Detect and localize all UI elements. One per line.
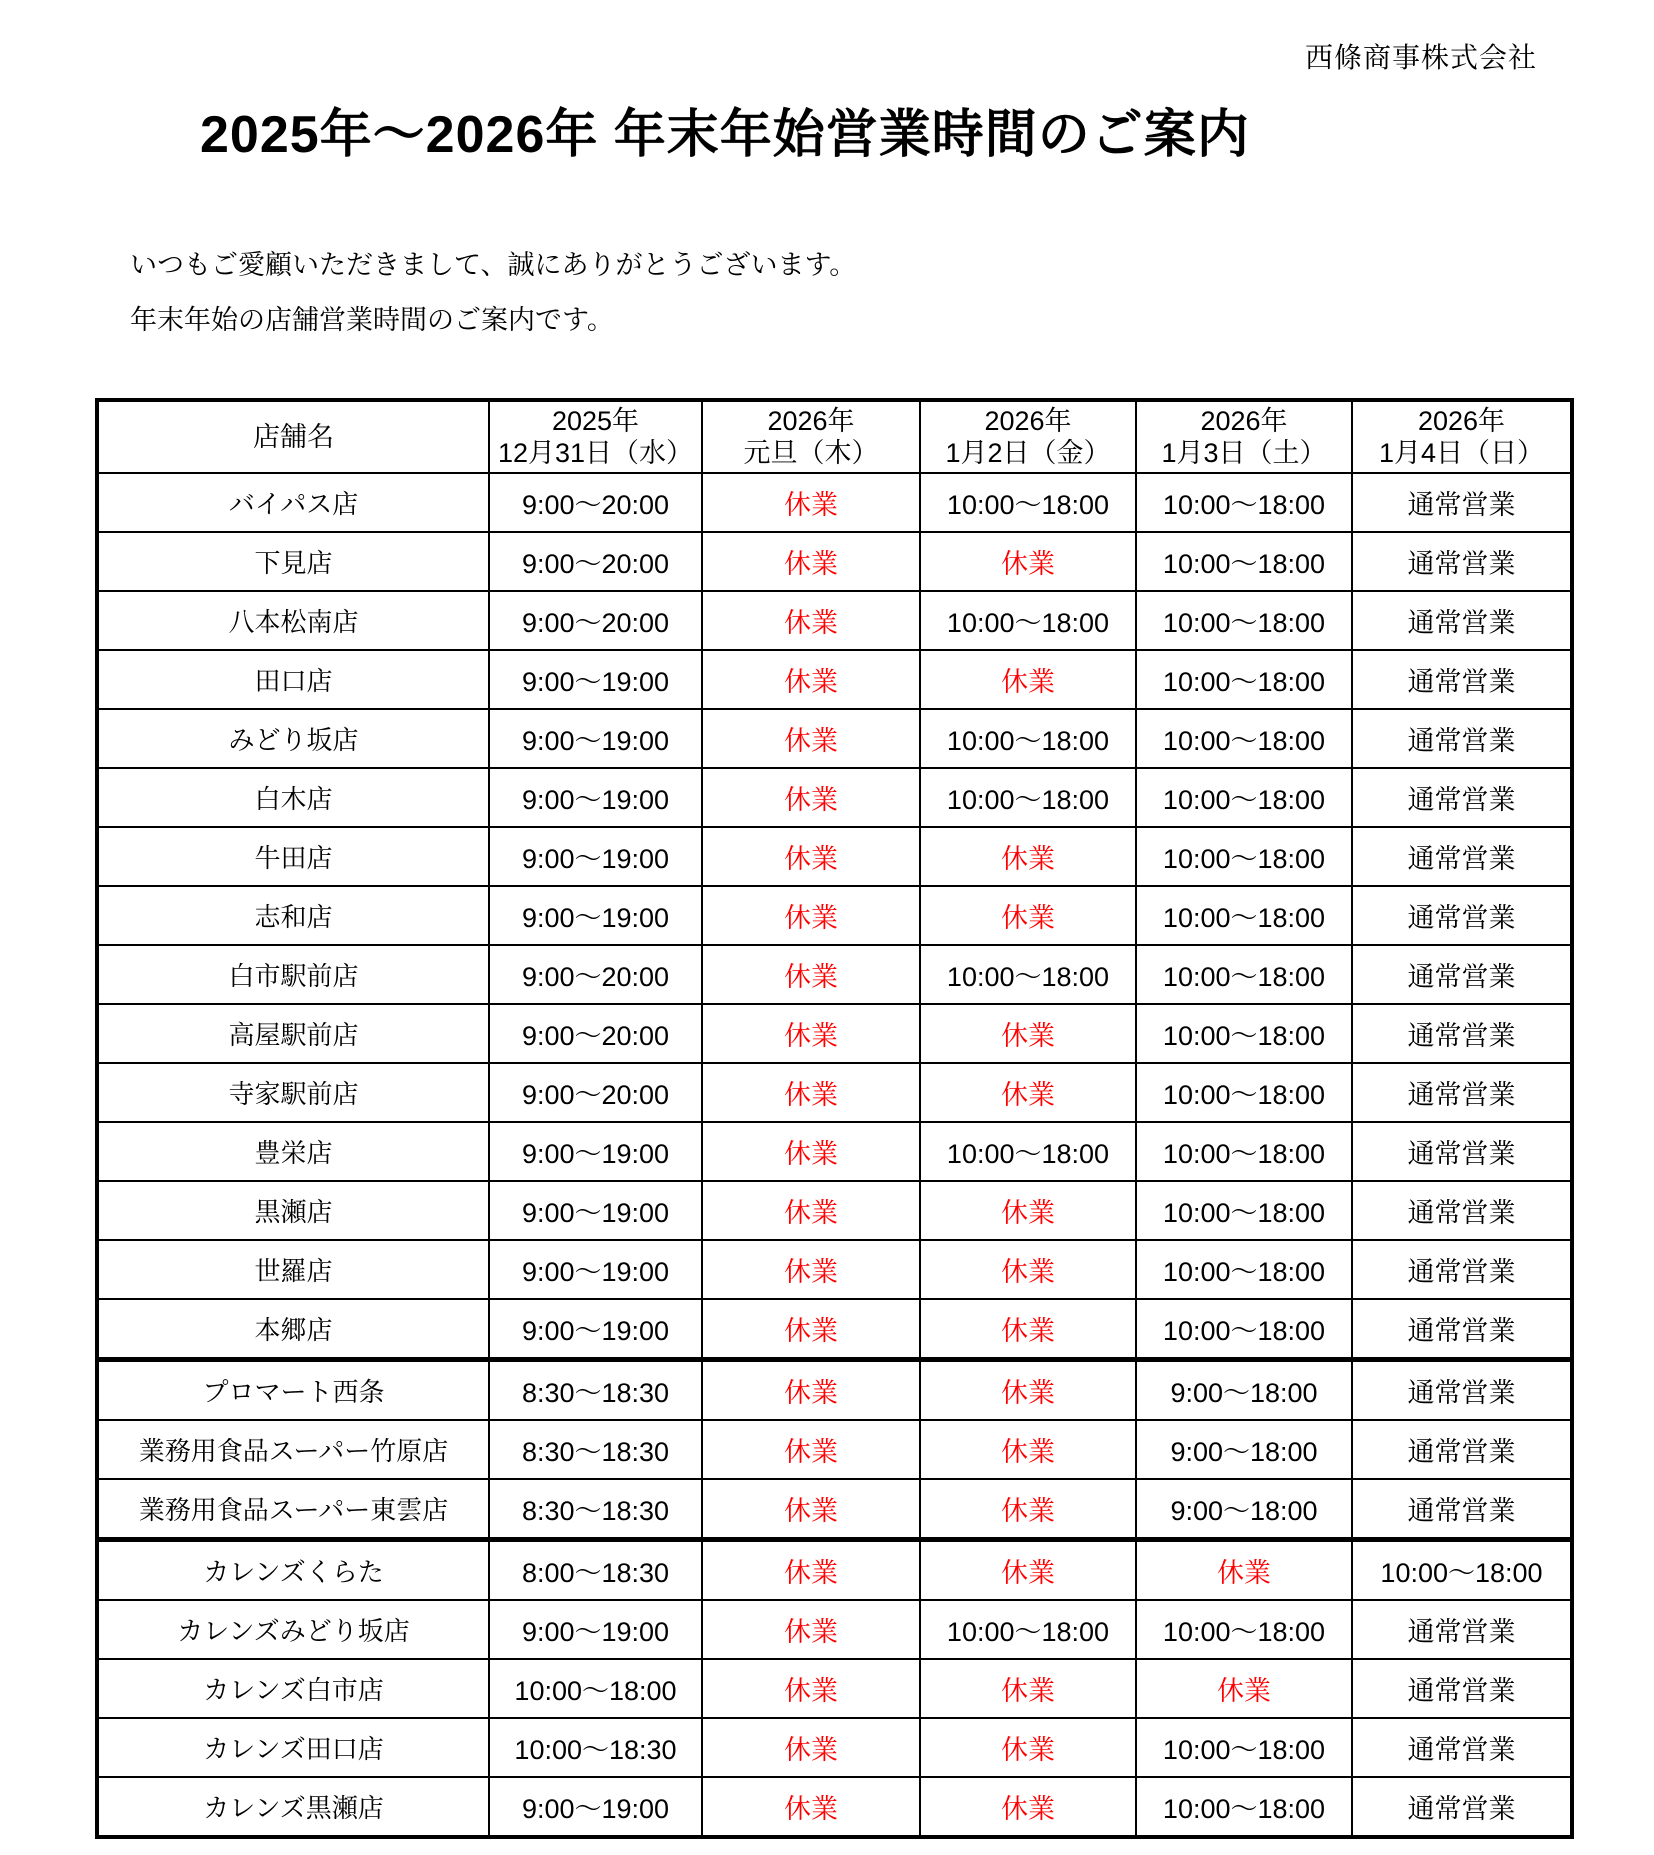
- column-header: [489, 400, 702, 473]
- table-row: [97, 1122, 1572, 1181]
- table-row: [97, 768, 1572, 827]
- hours-cell: 10:00～18:00: [1136, 1122, 1352, 1181]
- table-row: [97, 1299, 1572, 1360]
- closed-cell: 休業: [702, 1360, 920, 1421]
- closed-cell: 休業: [920, 1360, 1136, 1421]
- hours-cell: 通常営業: [1352, 1299, 1572, 1360]
- hours-cell: 10:00～18:00: [1136, 591, 1352, 650]
- store-name-cell: カレンズ白市店: [97, 1659, 489, 1718]
- hours-cell: 9:00～20:00: [489, 473, 702, 532]
- column-header: [1352, 400, 1572, 473]
- hours-cell: 10:00～18:00: [1136, 1777, 1352, 1837]
- hours-cell: 通常営業: [1352, 1360, 1572, 1421]
- closed-cell: 休業: [702, 945, 920, 1004]
- closed-cell: 休業: [920, 1240, 1136, 1299]
- closed-cell: 休業: [702, 1659, 920, 1718]
- closed-cell: 休業: [702, 532, 920, 591]
- hours-cell: 10:00～18:00: [920, 709, 1136, 768]
- hours-cell: 10:00～18:00: [1136, 473, 1352, 532]
- hours-cell: 10:00～18:00: [920, 945, 1136, 1004]
- closed-cell: 休業: [920, 650, 1136, 709]
- hours-cell: 通常営業: [1352, 1777, 1572, 1837]
- hours-cell: 10:00～18:00: [920, 473, 1136, 532]
- hours-cell: 9:00～19:00: [489, 650, 702, 709]
- hours-cell: 通常営業: [1352, 1063, 1572, 1122]
- hours-cell: 10:00～18:00: [1136, 1299, 1352, 1360]
- intro-line-1: いつもご愛顧いただきまして、誠にありがとうございます。: [130, 250, 857, 280]
- closed-cell: 休業: [702, 591, 920, 650]
- closed-cell: 休業: [920, 1299, 1136, 1360]
- closed-cell: 休業: [920, 532, 1136, 591]
- table-row: [97, 1063, 1572, 1122]
- table-row: [97, 650, 1572, 709]
- closed-cell: 休業: [702, 1181, 920, 1240]
- table-row: [97, 1777, 1572, 1837]
- column-header: [920, 400, 1136, 473]
- hours-cell: 8:30～18:30: [489, 1360, 702, 1421]
- store-name-cell: 業務用食品スーパー東雲店: [97, 1479, 489, 1540]
- closed-cell: 休業: [702, 1540, 920, 1601]
- hours-cell: 10:00～18:00: [1136, 1240, 1352, 1299]
- hours-cell: 通常営業: [1352, 1240, 1572, 1299]
- hours-cell: 9:00～20:00: [489, 1063, 702, 1122]
- hours-cell: 通常営業: [1352, 650, 1572, 709]
- hours-cell: 10:00～18:00: [489, 1659, 702, 1718]
- hours-cell: 通常営業: [1352, 473, 1572, 532]
- intro-text: [130, 238, 856, 348]
- closed-cell: 休業: [920, 1004, 1136, 1063]
- store-name-cell: 八本松南店: [97, 591, 489, 650]
- table-header-row: [97, 400, 1572, 473]
- store-name-cell: プロマート西条: [97, 1360, 489, 1421]
- store-name-cell: 白市駅前店: [97, 945, 489, 1004]
- closed-cell: 休業: [702, 1777, 920, 1837]
- hours-cell: 通常営業: [1352, 1718, 1572, 1777]
- closed-cell: 休業: [702, 1240, 920, 1299]
- closed-cell: 休業: [920, 1777, 1136, 1837]
- hours-cell: 通常営業: [1352, 1420, 1572, 1479]
- hours-cell: 9:00～19:00: [489, 1181, 702, 1240]
- hours-cell: 9:00～19:00: [489, 827, 702, 886]
- closed-cell: 休業: [702, 1299, 920, 1360]
- hours-cell: 通常営業: [1352, 1479, 1572, 1540]
- closed-cell: 休業: [702, 1600, 920, 1659]
- store-name-cell: みどり坂店: [97, 709, 489, 768]
- column-header: [702, 400, 920, 473]
- hours-cell: 通常営業: [1352, 886, 1572, 945]
- closed-cell: 休業: [702, 886, 920, 945]
- hours-cell: 9:00～19:00: [489, 1122, 702, 1181]
- column-header-line2: 1月2日（金）: [945, 438, 1111, 468]
- hours-cell: 通常営業: [1352, 827, 1572, 886]
- closed-cell: 休業: [920, 1420, 1136, 1479]
- hours-cell: 10:00～18:00: [1136, 650, 1352, 709]
- hours-cell: 10:00～18:00: [1136, 1004, 1352, 1063]
- store-name-cell: 世羅店: [97, 1240, 489, 1299]
- hours-cell: 10:00～18:00: [1352, 1540, 1572, 1601]
- hours-cell: 通常営業: [1352, 1181, 1572, 1240]
- store-name-cell: 寺家駅前店: [97, 1063, 489, 1122]
- hours-cell: 通常営業: [1352, 945, 1572, 1004]
- store-name-cell: 志和店: [97, 886, 489, 945]
- table-row: [97, 1240, 1572, 1299]
- store-name-cell: カレンズ田口店: [97, 1718, 489, 1777]
- table-row: [97, 532, 1572, 591]
- table-row: [97, 1181, 1572, 1240]
- table-row: [97, 1540, 1572, 1601]
- closed-cell: 休業: [702, 709, 920, 768]
- closed-cell: 休業: [702, 768, 920, 827]
- store-name-cell: 下見店: [97, 532, 489, 591]
- column-header: [97, 400, 489, 473]
- table-row: [97, 827, 1572, 886]
- closed-cell: 休業: [702, 1718, 920, 1777]
- store-name-cell: カレンズみどり坂店: [97, 1600, 489, 1659]
- hours-cell: 9:00～19:00: [489, 1600, 702, 1659]
- table-row: [97, 886, 1572, 945]
- hours-cell: 通常営業: [1352, 1004, 1572, 1063]
- hours-cell: 10:00～18:00: [920, 1122, 1136, 1181]
- hours-cell: 9:00～19:00: [489, 886, 702, 945]
- column-header-line2: 1月3日（土）: [1161, 438, 1327, 468]
- store-name-cell: 豊栄店: [97, 1122, 489, 1181]
- closed-cell: 休業: [920, 1479, 1136, 1540]
- column-header-line1: 2026年: [984, 405, 1072, 436]
- hours-cell: 9:00～19:00: [489, 1299, 702, 1360]
- hours-cell: 通常営業: [1352, 709, 1572, 768]
- hours-cell: 9:00～19:00: [489, 1240, 702, 1299]
- page-title: 2025年～2026年 年末年始営業時間のご案内: [200, 106, 1250, 164]
- column-header-line1: 2026年: [767, 405, 855, 436]
- hours-cell: 8:30～18:30: [489, 1479, 702, 1540]
- column-header-line2: 元旦（木）: [743, 438, 879, 468]
- closed-cell: 休業: [920, 1718, 1136, 1777]
- hours-cell: 通常営業: [1352, 1122, 1572, 1181]
- closed-cell: 休業: [920, 886, 1136, 945]
- hours-cell: 9:00～19:00: [489, 1777, 702, 1837]
- hours-cell: 通常営業: [1352, 1600, 1572, 1659]
- hours-cell: 9:00～18:00: [1136, 1360, 1352, 1421]
- hours-cell: 10:00～18:30: [489, 1718, 702, 1777]
- closed-cell: 休業: [1136, 1659, 1352, 1718]
- store-name-cell: 白木店: [97, 768, 489, 827]
- intro-line-2: 年末年始の店舗営業時間のご案内です。: [130, 305, 614, 335]
- hours-cell: 10:00～18:00: [920, 591, 1136, 650]
- closed-cell: 休業: [920, 827, 1136, 886]
- hours-cell: 通常営業: [1352, 768, 1572, 827]
- table-row: [97, 591, 1572, 650]
- hours-cell: 通常営業: [1352, 591, 1572, 650]
- hours-cell: 10:00～18:00: [1136, 1181, 1352, 1240]
- table-row: [97, 945, 1572, 1004]
- closed-cell: 休業: [702, 473, 920, 532]
- closed-cell: 休業: [702, 1122, 920, 1181]
- closed-cell: 休業: [920, 1659, 1136, 1718]
- table-row: [97, 1718, 1572, 1777]
- closed-cell: 休業: [702, 1004, 920, 1063]
- hours-cell: 通常営業: [1352, 532, 1572, 591]
- store-name-cell: カレンズ黒瀬店: [97, 1777, 489, 1837]
- closed-cell: 休業: [702, 1420, 920, 1479]
- closed-cell: 休業: [920, 1540, 1136, 1601]
- closed-cell: 休業: [920, 1181, 1136, 1240]
- hours-cell: 10:00～18:00: [1136, 886, 1352, 945]
- store-name-cell: 高屋駅前店: [97, 1004, 489, 1063]
- store-name-cell: 田口店: [97, 650, 489, 709]
- table-row: [97, 473, 1572, 532]
- hours-cell: 10:00～18:00: [1136, 945, 1352, 1004]
- hours-cell: 9:00～18:00: [1136, 1479, 1352, 1540]
- closed-cell: 休業: [1136, 1540, 1352, 1601]
- column-header: [1136, 400, 1352, 473]
- column-header-line2: 1月4日（日）: [1378, 438, 1545, 468]
- hours-cell: 10:00～18:00: [1136, 827, 1352, 886]
- hours-cell: 9:00～20:00: [489, 945, 702, 1004]
- closed-cell: 休業: [920, 1063, 1136, 1122]
- table-row: [97, 709, 1572, 768]
- hours-cell: 10:00～18:00: [920, 768, 1136, 827]
- table-row: [97, 1004, 1572, 1063]
- table-row: [97, 1420, 1572, 1479]
- hours-cell: 10:00～18:00: [1136, 709, 1352, 768]
- hours-cell: 9:00～19:00: [489, 709, 702, 768]
- hours-cell: 10:00～18:00: [1136, 1063, 1352, 1122]
- closed-cell: 休業: [702, 827, 920, 886]
- hours-cell: 9:00～19:00: [489, 768, 702, 827]
- hours-cell: 8:00～18:30: [489, 1540, 702, 1601]
- store-name-cell: 業務用食品スーパー竹原店: [97, 1420, 489, 1479]
- store-name-cell: 本郷店: [97, 1299, 489, 1360]
- store-name-cell: バイパス店: [97, 473, 489, 532]
- hours-cell: 10:00～18:00: [1136, 768, 1352, 827]
- hours-cell: 10:00～18:00: [1136, 1600, 1352, 1659]
- hours-cell: 9:00～20:00: [489, 591, 702, 650]
- hours-cell: 9:00～20:00: [489, 532, 702, 591]
- column-header-line2: 12月31日（水）: [497, 438, 694, 468]
- company-name: 西條商事株式会社: [1304, 42, 1537, 73]
- hours-cell: 通常営業: [1352, 1659, 1572, 1718]
- table-row: [97, 1479, 1572, 1540]
- store-name-cell: カレンズくらた: [97, 1540, 489, 1601]
- column-header-line1: 店舗名: [253, 421, 334, 452]
- store-name-cell: 黒瀬店: [97, 1181, 489, 1240]
- table-row: [97, 1659, 1572, 1718]
- column-header-line1: 2025年: [551, 405, 640, 436]
- closed-cell: 休業: [702, 1063, 920, 1122]
- hours-cell: 8:30～18:30: [489, 1420, 702, 1479]
- column-header-line1: 2026年: [1417, 405, 1506, 436]
- closed-cell: 休業: [702, 650, 920, 709]
- hours-cell: 9:00～18:00: [1136, 1420, 1352, 1479]
- hours-cell: 10:00～18:00: [1136, 532, 1352, 591]
- business-hours-table: [95, 398, 1574, 1839]
- table-row: [97, 1360, 1572, 1421]
- hours-cell: 10:00～18:00: [920, 1600, 1136, 1659]
- hours-cell: 10:00～18:00: [1136, 1718, 1352, 1777]
- table-row: [97, 1600, 1572, 1659]
- closed-cell: 休業: [702, 1479, 920, 1540]
- store-name-cell: 牛田店: [97, 827, 489, 886]
- hours-cell: 9:00～20:00: [489, 1004, 702, 1063]
- column-header-line1: 2026年: [1200, 405, 1288, 436]
